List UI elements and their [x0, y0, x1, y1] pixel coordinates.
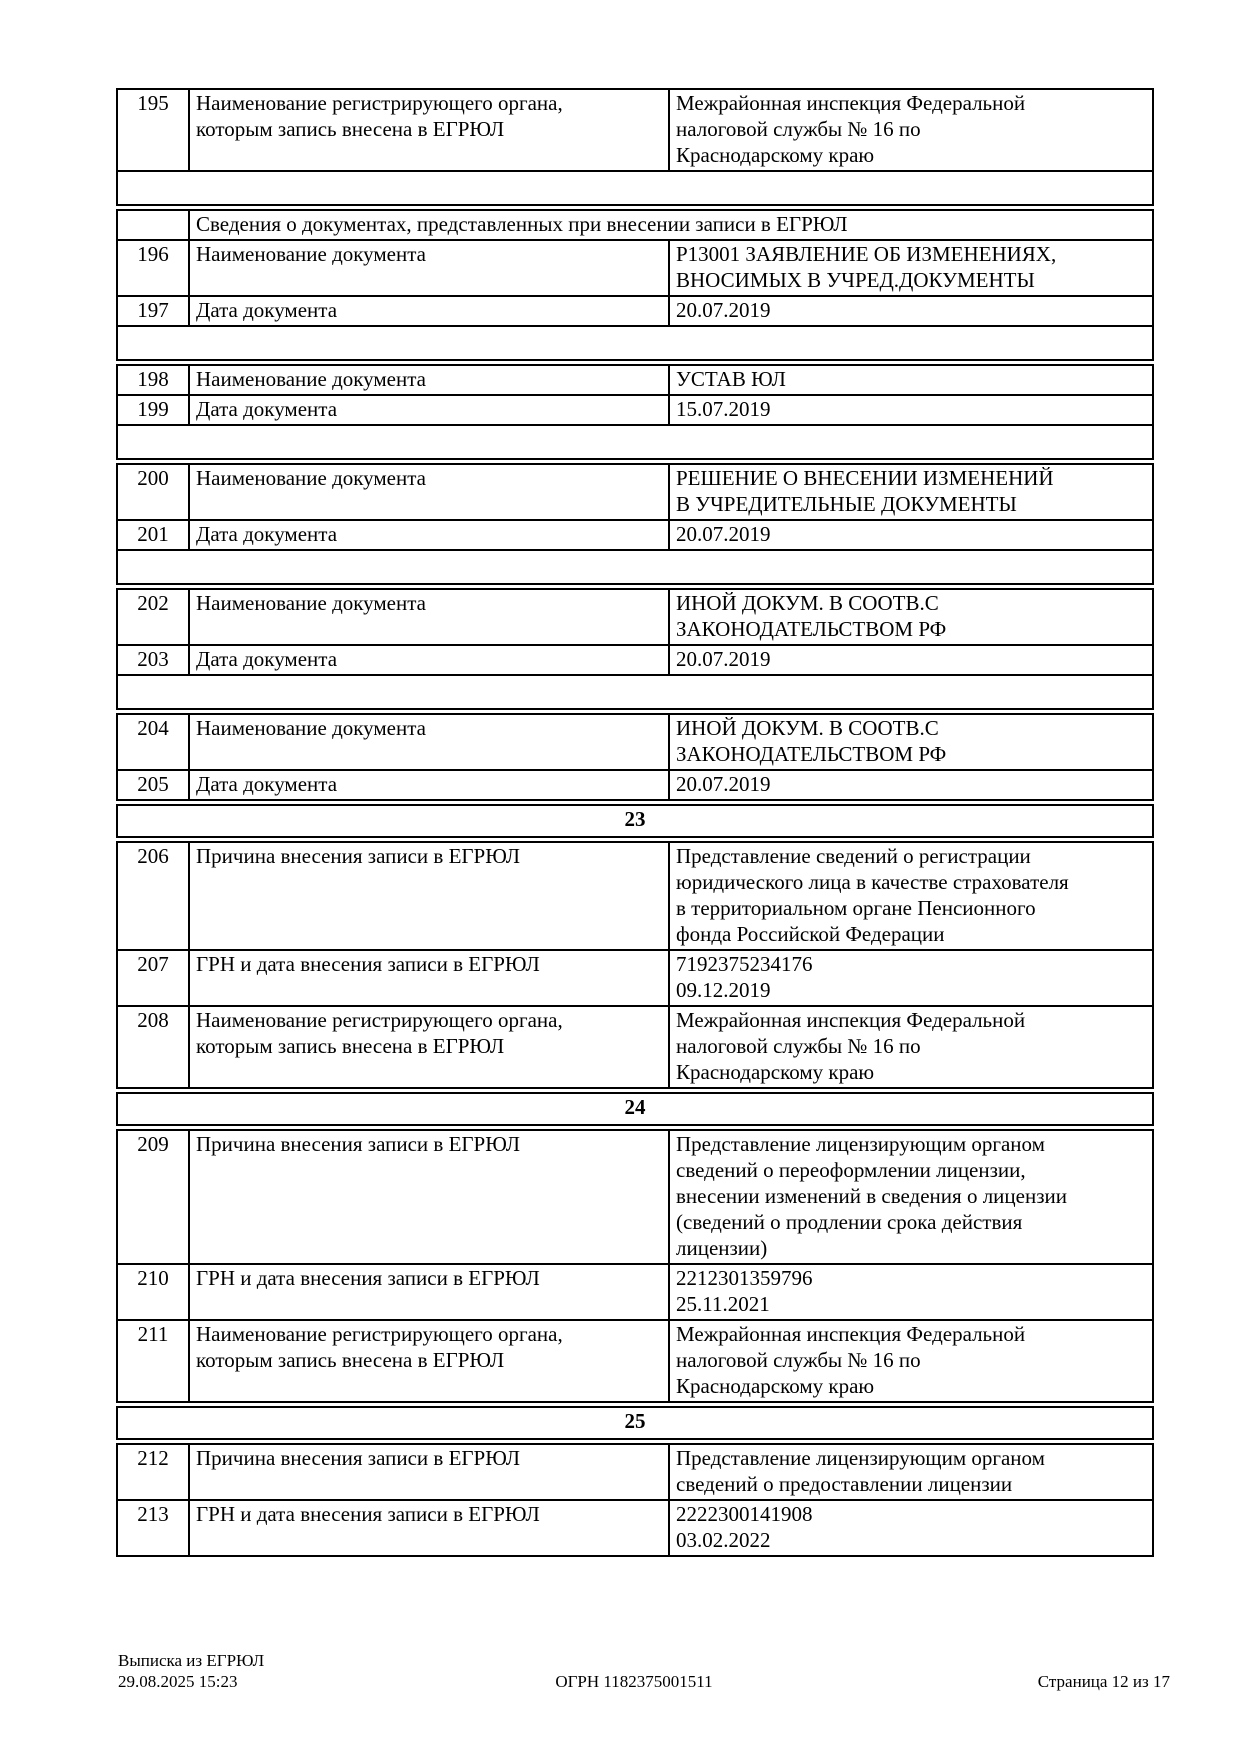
text-line: 7192375234176 — [676, 952, 813, 976]
table-row — [117, 714, 1153, 770]
text-line: сведений о переоформлении лицензии, — [676, 1158, 1026, 1182]
row-number — [117, 1320, 189, 1402]
footer-datetime: 29.08.2025 15:23 — [118, 1672, 238, 1691]
field-label — [189, 714, 669, 770]
section-number — [117, 1407, 1153, 1439]
text-line: которым запись внесена в ЕГРЮЛ — [196, 1034, 505, 1058]
text-line: 204 — [137, 716, 169, 740]
field-value — [669, 1444, 1153, 1500]
field-label — [189, 365, 669, 395]
text-line: 200 — [137, 466, 169, 490]
table-row — [117, 645, 1153, 675]
row-number — [117, 645, 189, 675]
table-row — [117, 1130, 1153, 1264]
spacer-row — [117, 425, 1153, 459]
text-line: 196 — [137, 242, 169, 266]
row-number — [117, 714, 189, 770]
text-line: Дата документа — [196, 397, 338, 421]
field-label — [189, 395, 669, 425]
text-line: которым запись внесена в ЕГРЮЛ — [196, 117, 505, 141]
spacer-cell — [117, 675, 1153, 709]
record-block — [116, 1443, 1154, 1557]
text-line: налоговой службы № 16 по — [676, 117, 921, 141]
text-line: 20.07.2019 — [676, 772, 771, 796]
text-line: 25.11.2021 — [676, 1292, 770, 1316]
field-value — [669, 1264, 1153, 1320]
field-label — [189, 1130, 669, 1264]
text-line: 24 — [624, 1095, 646, 1119]
text-line: Краснодарскому краю — [676, 1060, 875, 1084]
text-line: Причина внесения записи в ЕГРЮЛ — [196, 1132, 521, 1156]
field-label — [189, 240, 669, 296]
text-line: 212 — [137, 1446, 169, 1470]
text-line: Дата документа — [196, 522, 338, 546]
text-line: 213 — [137, 1502, 169, 1526]
text-line: УСТАВ ЮЛ — [676, 367, 786, 391]
field-label — [189, 950, 669, 1006]
field-value — [669, 1006, 1153, 1088]
text-line: Сведения о документах, представленных при внесении записи в ЕГРЮЛ — [196, 212, 848, 236]
record-block — [116, 364, 1154, 460]
field-value — [669, 1130, 1153, 1264]
text-line: ГРН и дата внесения записи в ЕГРЮЛ — [196, 1502, 540, 1526]
field-value — [669, 842, 1153, 950]
row-number-empty — [117, 210, 189, 240]
group-header-text — [189, 210, 1153, 240]
section-number-row — [117, 1093, 1153, 1125]
table-area — [116, 88, 1152, 1560]
field-value — [669, 365, 1153, 395]
text-line: 199 — [137, 397, 169, 421]
text-line: 25 — [624, 1409, 646, 1433]
text-line: Межрайонная инспекция Федеральной — [676, 91, 1026, 115]
field-value — [669, 296, 1153, 326]
text-line: 206 — [137, 844, 169, 868]
footer-page-number: Страница 12 из 17 — [1037, 1672, 1170, 1691]
text-line: налоговой службы № 16 по — [676, 1348, 921, 1372]
text-line: юридического лица в качестве страхователя — [676, 870, 1069, 894]
field-value — [669, 240, 1153, 296]
section-number — [117, 1093, 1153, 1125]
text-line: Дата документа — [196, 647, 338, 671]
table-row — [117, 395, 1153, 425]
spacer-cell — [117, 326, 1153, 360]
text-line: фонда Российской Федерации — [676, 922, 945, 946]
table-row — [117, 365, 1153, 395]
table-row — [117, 464, 1153, 520]
table-row — [117, 1320, 1153, 1402]
record-block — [116, 841, 1154, 1089]
row-number — [117, 89, 189, 171]
table-row — [117, 89, 1153, 171]
table-row — [117, 770, 1153, 800]
table-row — [117, 240, 1153, 296]
text-line: Р13001 ЗАЯВЛЕНИЕ ОБ ИЗМЕНЕНИЯХ, — [676, 242, 1057, 266]
spacer-row — [117, 675, 1153, 709]
text-line: 211 — [137, 1322, 169, 1346]
field-label — [189, 89, 669, 171]
field-value — [669, 714, 1153, 770]
record-block — [116, 1406, 1154, 1440]
field-value — [669, 770, 1153, 800]
record-block — [116, 588, 1154, 710]
field-label — [189, 1006, 669, 1088]
footer-doc-title: Выписка из ЕГРЮЛ — [118, 1651, 265, 1670]
text-line: Наименование документа — [196, 242, 426, 266]
spacer-row — [117, 326, 1153, 360]
text-line: РЕШЕНИЕ О ВНЕСЕНИИ ИЗМЕНЕНИЙ — [676, 466, 1054, 490]
text-line: 2222300141908 — [676, 1502, 813, 1526]
spacer-cell — [117, 550, 1153, 584]
section-number-row — [117, 805, 1153, 837]
table-row — [117, 1264, 1153, 1320]
text-line: 09.12.2019 — [676, 978, 771, 1002]
field-value — [669, 589, 1153, 645]
field-value — [669, 1500, 1153, 1556]
field-label — [189, 645, 669, 675]
text-line: Наименование документа — [196, 466, 426, 490]
row-number — [117, 950, 189, 1006]
section-number — [117, 805, 1153, 837]
text-line: 210 — [137, 1266, 169, 1290]
text-line: ВНОСИМЫХ В УЧРЕД.ДОКУМЕНТЫ — [676, 268, 1035, 292]
section-number-row — [117, 1407, 1153, 1439]
table-row — [117, 1444, 1153, 1500]
text-line: Дата документа — [196, 298, 338, 322]
text-line: Представление лицензирующим органом — [676, 1446, 1045, 1470]
row-number — [117, 1006, 189, 1088]
field-value — [669, 520, 1153, 550]
text-line: Наименование регистрирующего органа, — [196, 1008, 563, 1032]
text-line: Межрайонная инспекция Федеральной — [676, 1008, 1026, 1032]
text-line: Краснодарскому краю — [676, 1374, 875, 1398]
text-line: 201 — [137, 522, 169, 546]
row-number — [117, 395, 189, 425]
record-block — [116, 88, 1154, 206]
table-row — [117, 296, 1153, 326]
field-label — [189, 1444, 669, 1500]
record-block — [116, 209, 1154, 361]
text-line: 198 — [137, 367, 169, 391]
field-label — [189, 1500, 669, 1556]
field-label — [189, 296, 669, 326]
text-line: Наименование документа — [196, 591, 426, 615]
text-line: В УЧРЕДИТЕЛЬНЫЕ ДОКУМЕНТЫ — [676, 492, 1017, 516]
text-line: Представление лицензирующим органом — [676, 1132, 1045, 1156]
footer-ogrn: ОГРН 1182375001511 — [555, 1672, 713, 1691]
text-line: в территориальном органе Пенсионного — [676, 896, 1036, 920]
text-line: 23 — [624, 807, 646, 831]
text-line: ИНОЙ ДОКУМ. В СООТВ.С — [676, 716, 939, 740]
text-line: ЗАКОНОДАТЕЛЬСТВОМ РФ — [676, 742, 947, 766]
field-value — [669, 89, 1153, 171]
table-row — [117, 1500, 1153, 1556]
text-line: 20.07.2019 — [676, 647, 771, 671]
field-label — [189, 589, 669, 645]
text-line: 203 — [137, 647, 169, 671]
table-row — [117, 589, 1153, 645]
field-label — [189, 770, 669, 800]
text-line: 197 — [137, 298, 169, 322]
row-number — [117, 1500, 189, 1556]
row-number — [117, 365, 189, 395]
field-value — [669, 395, 1153, 425]
text-line: Наименование документа — [196, 716, 426, 740]
text-line: Дата документа — [196, 772, 338, 796]
text-line: Наименование регистрирующего органа, — [196, 91, 563, 115]
table-row — [117, 842, 1153, 950]
spacer-cell — [117, 171, 1153, 205]
row-number — [117, 770, 189, 800]
row-number — [117, 240, 189, 296]
text-line: Причина внесения записи в ЕГРЮЛ — [196, 1446, 521, 1470]
field-value — [669, 464, 1153, 520]
field-label — [189, 1320, 669, 1402]
field-value — [669, 645, 1153, 675]
spacer-row — [117, 171, 1153, 205]
text-line: (сведений о продлении срока действия — [676, 1210, 1023, 1234]
text-line: сведений о предоставлении лицензии — [676, 1472, 1013, 1496]
field-label — [189, 464, 669, 520]
row-number — [117, 589, 189, 645]
text-line: 20.07.2019 — [676, 522, 771, 546]
text-line: Представление сведений о регистрации — [676, 844, 1031, 868]
table-row — [117, 950, 1153, 1006]
row-number — [117, 1444, 189, 1500]
field-label — [189, 520, 669, 550]
spacer-row — [117, 550, 1153, 584]
text-line: 03.02.2022 — [676, 1528, 771, 1552]
text-line: 208 — [137, 1008, 169, 1032]
text-line: Краснодарскому краю — [676, 143, 875, 167]
text-line: ЗАКОНОДАТЕЛЬСТВОМ РФ — [676, 617, 947, 641]
record-block — [116, 463, 1154, 585]
field-value — [669, 950, 1153, 1006]
text-line: 20.07.2019 — [676, 298, 771, 322]
text-line: 15.07.2019 — [676, 397, 771, 421]
text-line: 2212301359796 — [676, 1266, 813, 1290]
text-line: Межрайонная инспекция Федеральной — [676, 1322, 1026, 1346]
row-number — [117, 842, 189, 950]
text-line: 209 — [137, 1132, 169, 1156]
text-line: ГРН и дата внесения записи в ЕГРЮЛ — [196, 952, 540, 976]
text-line: ГРН и дата внесения записи в ЕГРЮЛ — [196, 1266, 540, 1290]
text-line: Наименование документа — [196, 367, 426, 391]
text-line: лицензии) — [676, 1236, 768, 1260]
row-number — [117, 1264, 189, 1320]
spacer-cell — [117, 425, 1153, 459]
text-line: Наименование регистрирующего органа, — [196, 1322, 563, 1346]
field-value — [669, 1320, 1153, 1402]
record-block — [116, 1092, 1154, 1126]
row-number — [117, 464, 189, 520]
record-block — [116, 713, 1154, 801]
row-number — [117, 296, 189, 326]
text-line: внесении изменений в сведения о лицензии — [676, 1184, 1067, 1208]
text-line: 207 — [137, 952, 169, 976]
text-line: которым запись внесена в ЕГРЮЛ — [196, 1348, 505, 1372]
record-block — [116, 804, 1154, 838]
text-line: 202 — [137, 591, 169, 615]
row-number — [117, 520, 189, 550]
text-line: Причина внесения записи в ЕГРЮЛ — [196, 844, 521, 868]
field-label — [189, 842, 669, 950]
row-number — [117, 1130, 189, 1264]
table-row — [117, 1006, 1153, 1088]
text-line: ИНОЙ ДОКУМ. В СООТВ.С — [676, 591, 939, 615]
text-line: 195 — [137, 91, 169, 115]
text-line: налоговой службы № 16 по — [676, 1034, 921, 1058]
text-line: 205 — [137, 772, 169, 796]
table-row — [117, 520, 1153, 550]
group-header-row — [117, 210, 1153, 240]
field-label — [189, 1264, 669, 1320]
record-block — [116, 1129, 1154, 1403]
